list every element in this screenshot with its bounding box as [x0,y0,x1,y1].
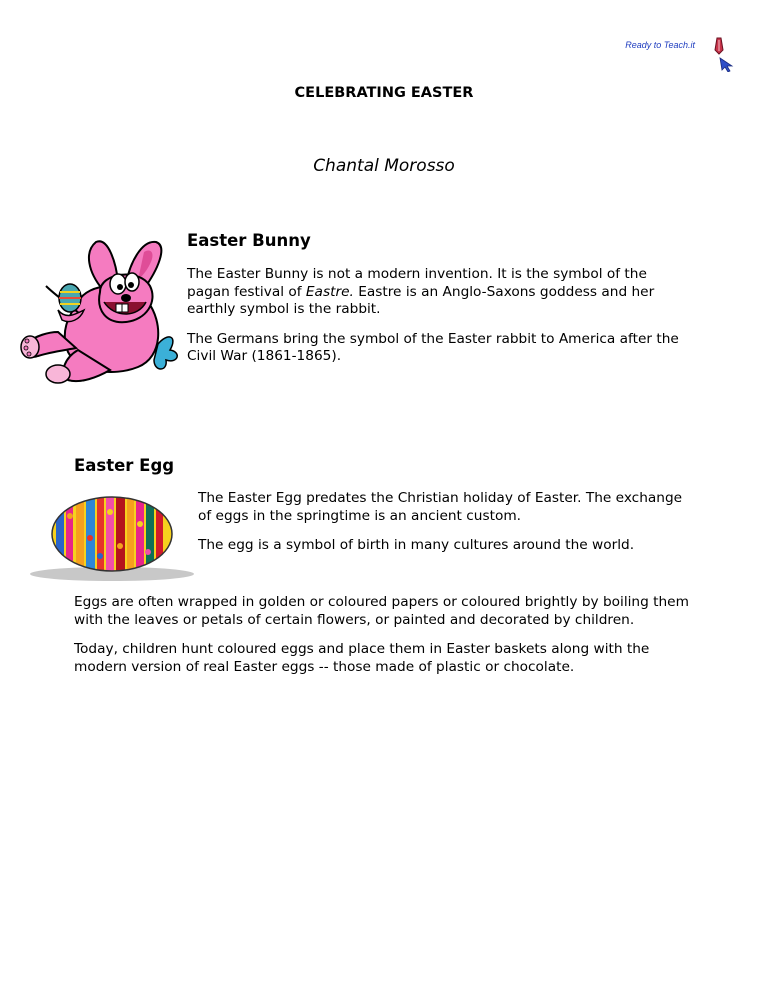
easter-egg-text [198,490,688,567]
easter-bunny-illustration [18,232,188,387]
easter-egg-illustration [30,494,200,586]
easter-egg-paragraph-4: Today, children hunt coloured eggs and place them in Easter baskets along with the modern version of real Easter eggs -- those made of plastic or chocolate. [74,641,650,675]
easter-bunny-heading: Easter Bunny [187,231,311,250]
easter-egg-paragraph-2: The egg is a symbol of birth in many cultures around the world. [198,537,635,553]
easter-egg-extra-text [74,594,694,688]
brand-text: Ready to Teach.it [625,40,695,50]
pen-cursor-logo-icon [708,36,736,72]
easter-egg-paragraph-1: The Easter Egg predates the Christian holiday of Easter. The exchange of eggs in the springtime is an ancient custom. [198,490,683,524]
easter-bunny-text [187,266,692,378]
easter-bunny-paragraph-1: The Easter Bunny is not a modern invention. It is the symbol of the pagan festival of Eastre. Eastre is an Anglo-Saxons goddess and her earthly symbol is the rabbit. [187,266,655,317]
author-name: Chantal Morosso [313,156,455,176]
easter-egg-heading: Easter Egg [74,456,175,475]
page-title: CELEBRATING EASTER [294,85,474,101]
easter-egg-paragraph-3: Eggs are often wrapped in golden or coloured papers or coloured brightly by boiling them with the leaves or petals of certain flowers, or painted and decorated by children. [74,594,689,628]
easter-bunny-paragraph-2: The Germans bring the symbol of the Easter rabbit to America after the Civil War (1861-1865). [187,330,679,364]
